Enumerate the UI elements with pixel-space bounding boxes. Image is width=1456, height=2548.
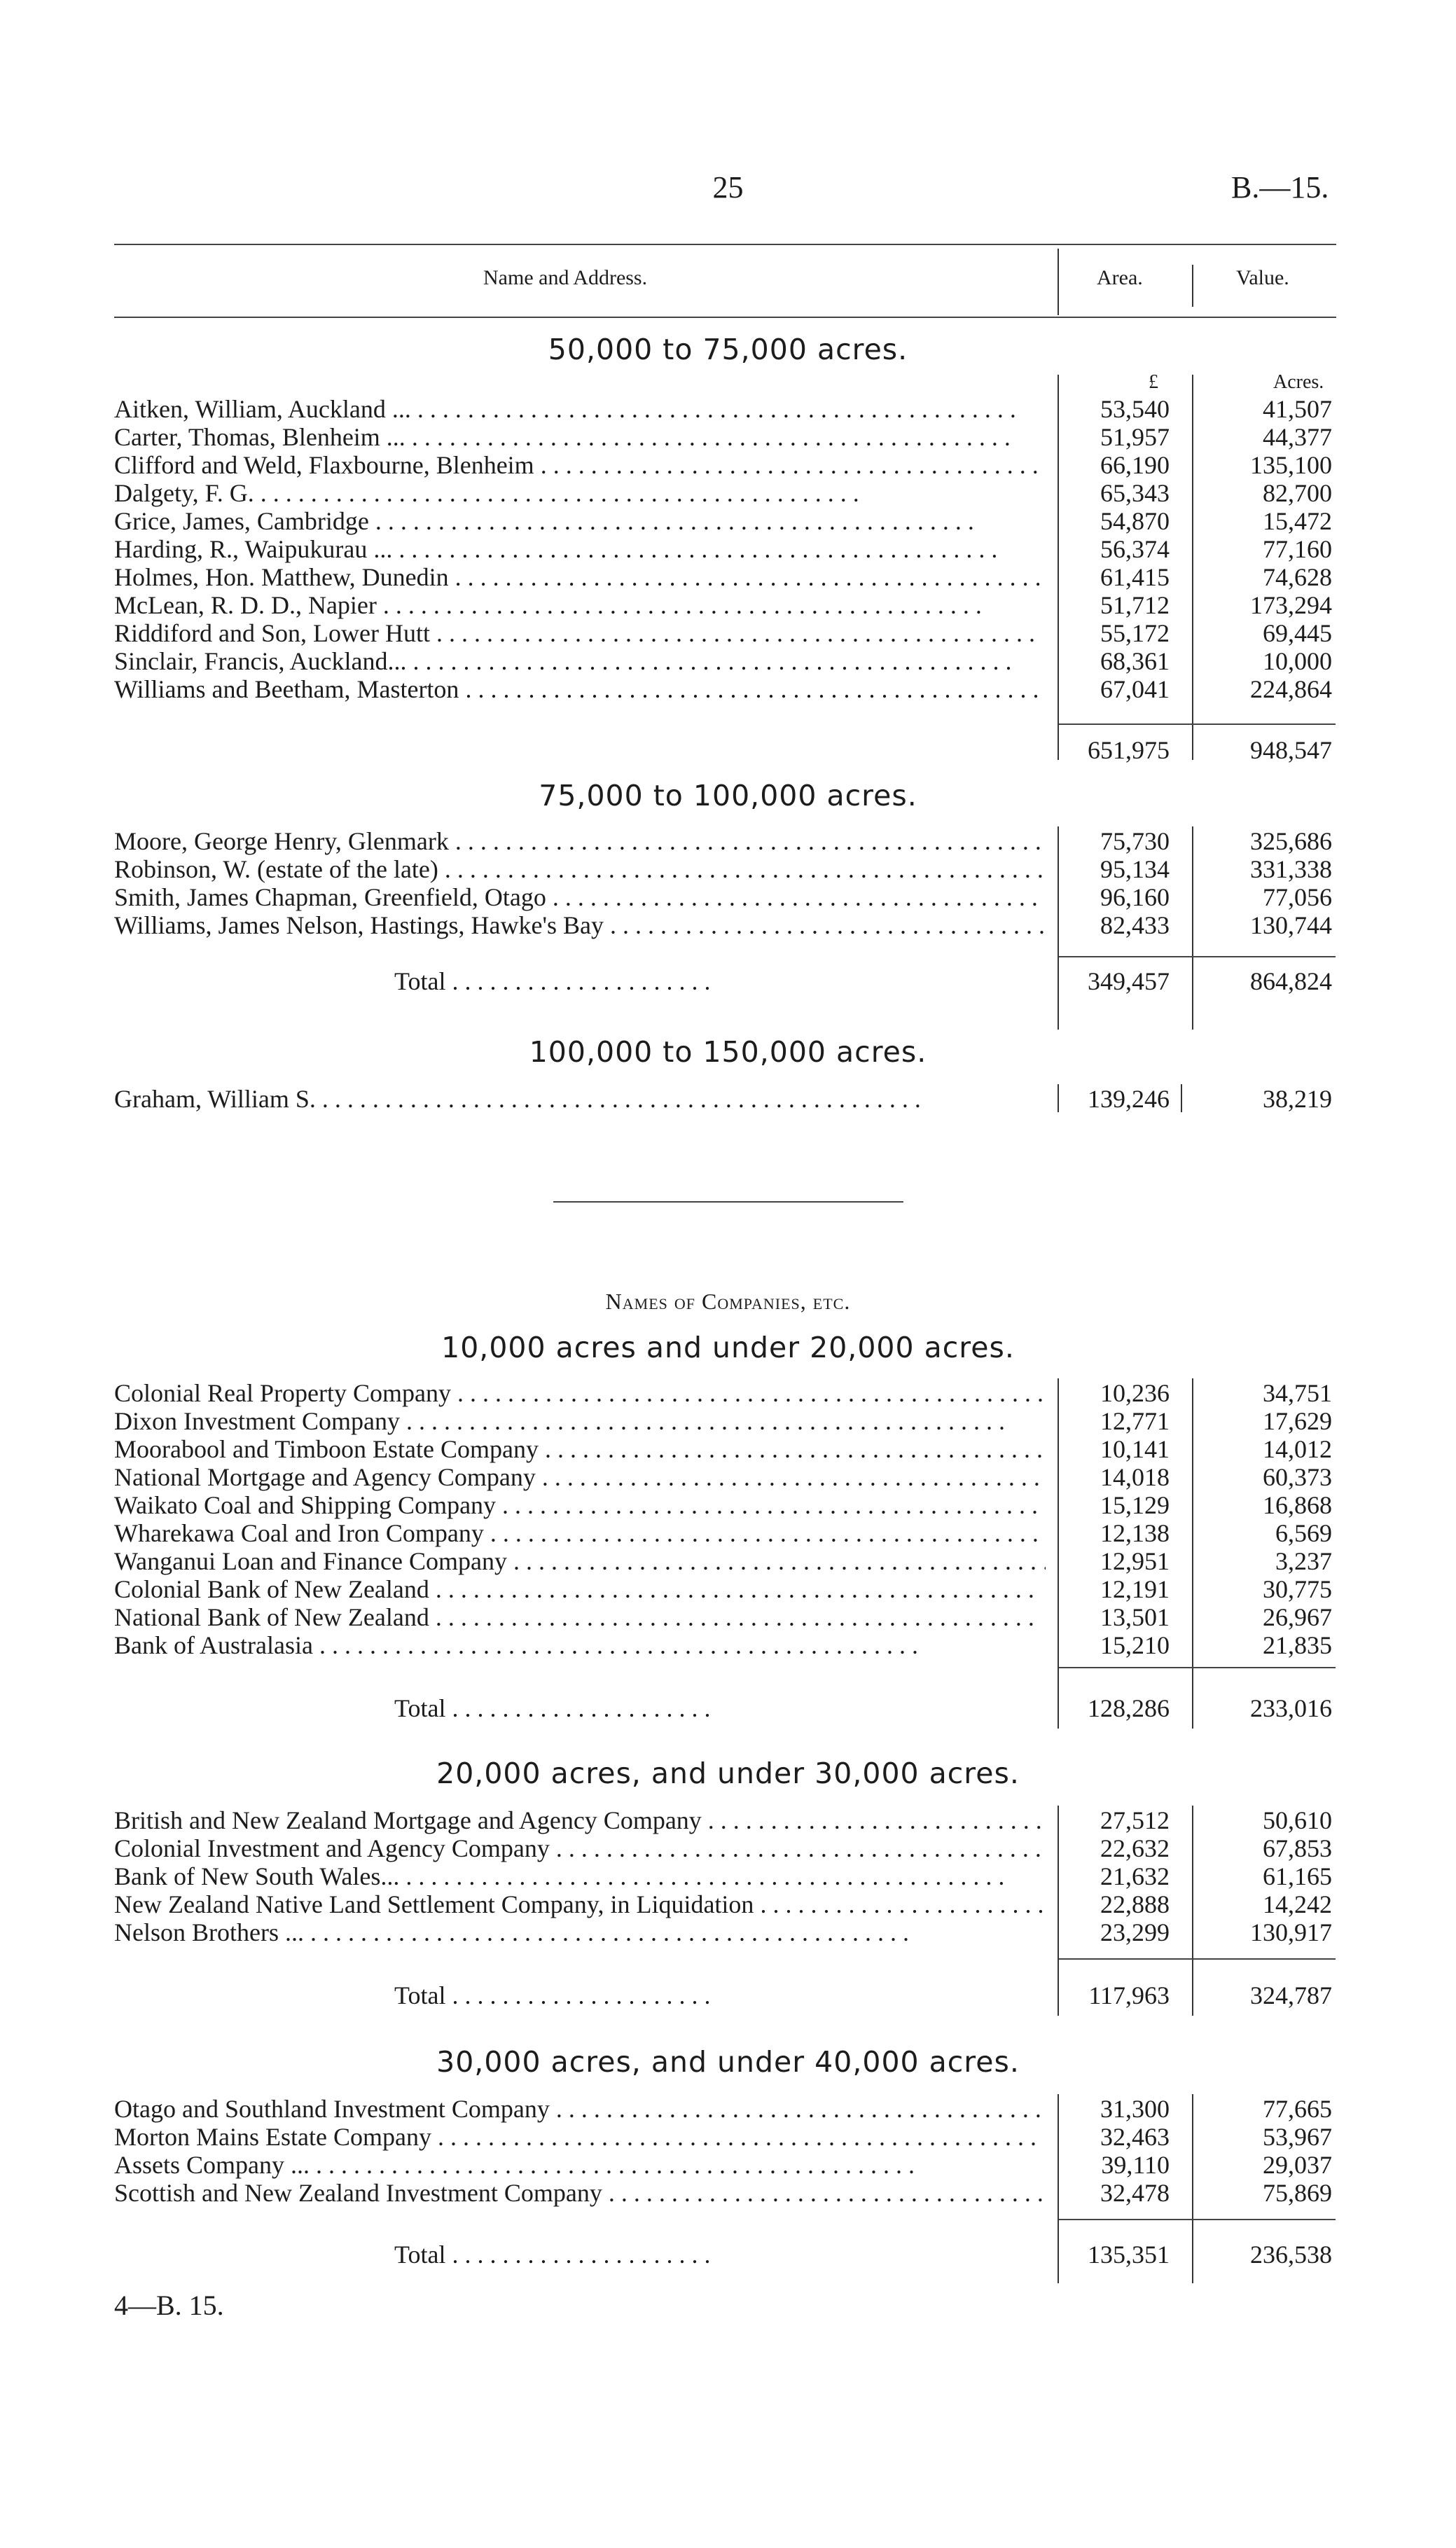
row-name: National Mortgage and Agency Company . . .	[114, 1462, 1046, 1492]
row-name: Moore, George Henry, Glenmark . . .	[114, 826, 1046, 856]
row-value: 21,835	[1263, 1631, 1332, 1659]
table-row	[0, 826, 1456, 854]
row-name: Carter, Thomas, Blenheim ... . . .	[114, 422, 1046, 452]
row-value: 67,853	[1263, 1834, 1332, 1862]
table-row	[0, 1630, 1456, 1659]
row-area: 54,870	[1100, 507, 1170, 535]
row-value: 29,037	[1263, 2151, 1332, 2179]
table-row	[0, 534, 1456, 562]
total-value: 324,787	[1250, 1981, 1332, 2009]
row-name: Williams and Beetham, Masterton . . .	[114, 674, 1046, 704]
table-row	[0, 1462, 1456, 1490]
subtotal-row	[0, 735, 1456, 763]
row-name: Sinclair, Francis, Auckland... . . .	[114, 646, 1046, 676]
row-value: 6,569	[1275, 1519, 1332, 1547]
row-value: 224,864	[1250, 675, 1332, 703]
table-row	[0, 1862, 1456, 1890]
total-label: Total . . .	[394, 2240, 1046, 2269]
row-value: 38,219	[1263, 1085, 1332, 1113]
total-row	[0, 2240, 1456, 2268]
page-reference: B.—15.	[1231, 170, 1329, 205]
total-value: 236,538	[1250, 2241, 1332, 2269]
total-area: 349,457	[1088, 967, 1170, 995]
row-name: British and New Zealand Mortgage and Agency Company . . .	[114, 1806, 1046, 1835]
row-value: 34,751	[1263, 1379, 1332, 1407]
row-area: 14,018	[1100, 1463, 1170, 1491]
row-area: 12,951	[1100, 1547, 1170, 1575]
table-row	[0, 1518, 1456, 1546]
section-heading: 50,000 to 75,000 acres.	[548, 333, 908, 366]
row-value: 50,610	[1263, 1806, 1332, 1834]
total-row	[0, 967, 1456, 995]
row-value: 130,744	[1250, 911, 1332, 939]
row-value: 77,665	[1263, 2095, 1332, 2123]
row-name: Graham, William S. . . .	[114, 1084, 1046, 1114]
row-value: 173,294	[1250, 591, 1332, 619]
total-row	[0, 1981, 1456, 2009]
row-value: 331,338	[1250, 855, 1332, 883]
row-value: 75,869	[1263, 2179, 1332, 2207]
row-area: 10,236	[1100, 1379, 1170, 1407]
row-area: 96,160	[1100, 883, 1170, 911]
table-row	[0, 1378, 1456, 1406]
row-value: 53,967	[1263, 2123, 1332, 2151]
row-area: 22,888	[1100, 1890, 1170, 1918]
row-value: 16,868	[1263, 1491, 1332, 1519]
table-row	[0, 1890, 1456, 1918]
table-row	[0, 882, 1456, 911]
row-value: 69,445	[1263, 619, 1332, 647]
row-name: Grice, James, Cambridge . . .	[114, 506, 1046, 536]
table-row	[0, 1602, 1456, 1630]
table-row	[0, 1546, 1456, 1574]
page-footer: 4—B. 15.	[114, 2290, 224, 2321]
row-name: Smith, James Chapman, Greenfield, Otago . . .	[114, 882, 1046, 912]
row-area: 82,433	[1100, 911, 1170, 939]
table-row	[0, 2150, 1456, 2178]
row-name: National Bank of New Zealand . . .	[114, 1602, 1046, 1632]
table-row	[0, 450, 1456, 478]
total-area: 117,963	[1088, 1981, 1170, 2009]
row-name: Assets Company ... . . .	[114, 2150, 1046, 2180]
table-row	[0, 2122, 1456, 2150]
row-value: 130,917	[1250, 1918, 1332, 1946]
subtotal-value: 948,547	[1250, 736, 1332, 764]
row-area: 12,771	[1100, 1407, 1170, 1435]
table-row	[0, 911, 1456, 939]
row-value: 74,628	[1263, 563, 1332, 591]
table-row	[0, 1574, 1456, 1602]
row-name: New Zealand Native Land Settlement Company, in Liquidation . . .	[114, 1890, 1046, 1919]
row-area: 65,343	[1100, 479, 1170, 507]
table-row	[0, 506, 1456, 534]
row-area: 67,041	[1100, 675, 1170, 703]
row-value: 60,373	[1263, 1463, 1332, 1491]
table-row	[0, 590, 1456, 618]
row-name: Clifford and Weld, Flaxbourne, Blenheim . . .	[114, 450, 1046, 480]
header-rule-top	[114, 244, 1336, 245]
row-name: Riddiford and Son, Lower Hutt . . .	[114, 618, 1046, 648]
row-name: Bank of New South Wales... . . .	[114, 1862, 1046, 1891]
row-area: 12,138	[1100, 1519, 1170, 1547]
row-area: 53,540	[1100, 395, 1170, 423]
row-area: 15,129	[1100, 1491, 1170, 1519]
row-name: Scottish and New Zealand Investment Company . . .	[114, 2178, 1046, 2208]
section-heading: 10,000 acres and under 20,000 acres.	[441, 1331, 1015, 1364]
table-row	[0, 2178, 1456, 2206]
row-area: 55,172	[1100, 619, 1170, 647]
section-heading: 75,000 to 100,000 acres.	[539, 779, 917, 812]
row-name: Morton Mains Estate Company . . .	[114, 2122, 1046, 2152]
row-name: Nelson Brothers ... . . .	[114, 1918, 1046, 1947]
unit-label-first: £	[1149, 371, 1158, 393]
row-value: 82,700	[1263, 479, 1332, 507]
total-area: 135,351	[1088, 2241, 1170, 2269]
row-name: Moorabool and Timboon Estate Company . . .	[114, 1434, 1046, 1464]
row-area: 13,501	[1100, 1603, 1170, 1631]
row-area: 15,210	[1100, 1631, 1170, 1659]
table-row	[0, 1806, 1456, 1834]
table-row	[0, 1918, 1456, 1946]
row-value: 14,012	[1263, 1435, 1332, 1463]
total-label: Total . . .	[394, 967, 1046, 996]
row-area: 32,463	[1100, 2123, 1170, 2151]
header-divider-1	[1058, 249, 1059, 315]
row-value: 26,967	[1263, 1603, 1332, 1631]
section-separator	[553, 1201, 903, 1203]
total-value: 864,824	[1250, 967, 1332, 995]
row-area: 21,632	[1100, 1862, 1170, 1890]
table-row	[0, 478, 1456, 506]
row-name: Holmes, Hon. Matthew, Dunedin . . .	[114, 562, 1046, 592]
table-row	[0, 854, 1456, 882]
row-name: Waikato Coal and Shipping Company . . .	[114, 1490, 1046, 1520]
row-name: Colonial Investment and Agency Company . . .	[114, 1834, 1046, 1863]
total-rule	[1059, 2219, 1336, 2220]
header-divider-2	[1192, 265, 1193, 307]
row-area: 51,957	[1100, 423, 1170, 451]
row-area: 139,246	[1088, 1085, 1170, 1113]
row-value: 15,472	[1263, 507, 1332, 535]
table-row	[0, 646, 1456, 674]
row-value: 135,100	[1250, 451, 1332, 479]
total-row	[0, 1694, 1456, 1722]
row-name: Aitken, William, Auckland ... . . .	[114, 394, 1046, 424]
row-area: 56,374	[1100, 535, 1170, 563]
table-row	[0, 674, 1456, 702]
section-heading: 100,000 to 150,000 acres.	[529, 1035, 927, 1069]
row-area: 95,134	[1100, 855, 1170, 883]
table-row	[0, 1084, 1456, 1112]
subtotal-area: 651,975	[1088, 736, 1170, 764]
row-value: 77,056	[1263, 883, 1332, 911]
table-row	[0, 1834, 1456, 1862]
row-value: 3,237	[1275, 1547, 1332, 1575]
table-row	[0, 422, 1456, 450]
row-area: 68,361	[1100, 647, 1170, 675]
table-row	[0, 1490, 1456, 1518]
row-area: 51,712	[1100, 591, 1170, 619]
row-area: 31,300	[1100, 2095, 1170, 2123]
total-rule	[1059, 1958, 1336, 1960]
row-value: 14,242	[1263, 1890, 1332, 1918]
page-number: 25	[712, 170, 744, 205]
row-name: Colonial Real Property Company . . .	[114, 1378, 1046, 1408]
row-name: Dalgety, F. G. . . .	[114, 478, 1046, 508]
row-area: 23,299	[1100, 1918, 1170, 1946]
row-area: 39,110	[1101, 2151, 1170, 2179]
header-rule-bottom	[114, 317, 1336, 318]
subtotal-rule	[1059, 723, 1336, 725]
row-area: 66,190	[1100, 451, 1170, 479]
section-heading: 20,000 acres, and under 30,000 acres.	[436, 1757, 1020, 1790]
total-area: 128,286	[1088, 1694, 1170, 1722]
header-name-address: Name and Address.	[483, 266, 648, 289]
total-rule	[1059, 956, 1336, 957]
table-row	[0, 394, 1456, 422]
row-area: 61,415	[1100, 563, 1170, 591]
row-area: 27,512	[1100, 1806, 1170, 1834]
row-name: Colonial Bank of New Zealand . . .	[114, 1574, 1046, 1604]
row-name: Wanganui Loan and Finance Company . . .	[114, 1546, 1046, 1576]
row-value: 44,377	[1263, 423, 1332, 451]
row-value: 17,629	[1263, 1407, 1332, 1435]
table-row	[0, 1406, 1456, 1434]
row-area: 12,191	[1100, 1575, 1170, 1603]
section-heading: 30,000 acres, and under 40,000 acres.	[436, 2045, 1020, 2079]
row-area: 75,730	[1100, 827, 1170, 855]
table-row	[0, 1434, 1456, 1462]
row-value: 61,165	[1263, 1862, 1332, 1890]
total-value: 233,016	[1250, 1694, 1332, 1722]
row-area: 10,141	[1100, 1435, 1170, 1463]
row-area: 22,632	[1100, 1834, 1170, 1862]
total-rule	[1059, 1667, 1336, 1668]
row-name: Bank of Australasia . . .	[114, 1630, 1046, 1660]
row-name: Williams, James Nelson, Hastings, Hawke's Bay . . .	[114, 911, 1046, 940]
total-label: Total . . .	[394, 1694, 1046, 1723]
row-name: Otago and Southland Investment Company . . .	[114, 2094, 1046, 2124]
row-value: 325,686	[1250, 827, 1332, 855]
table-row	[0, 562, 1456, 590]
row-name: Harding, R., Waipukurau ... . . .	[114, 534, 1046, 564]
unit-label-second: Acres.	[1273, 371, 1324, 393]
row-name: Robinson, W. (estate of the late) . . .	[114, 854, 1046, 884]
row-area: 32,478	[1100, 2179, 1170, 2207]
header-value: Value.	[1236, 266, 1289, 289]
row-name: Wharekawa Coal and Iron Company . . .	[114, 1518, 1046, 1548]
row-name: Dixon Investment Company . . .	[114, 1406, 1046, 1436]
row-value: 41,507	[1263, 395, 1332, 423]
row-name: McLean, R. D. D., Napier . . .	[114, 590, 1046, 620]
row-value: 77,160	[1263, 535, 1332, 563]
table-row	[0, 618, 1456, 646]
row-value: 10,000	[1263, 647, 1332, 675]
total-label: Total . . .	[394, 1981, 1046, 2010]
row-value: 30,775	[1263, 1575, 1332, 1603]
table-row	[0, 2094, 1456, 2122]
companies-title: Names of Companies, etc.	[605, 1289, 851, 1314]
header-area: Area.	[1097, 266, 1143, 289]
